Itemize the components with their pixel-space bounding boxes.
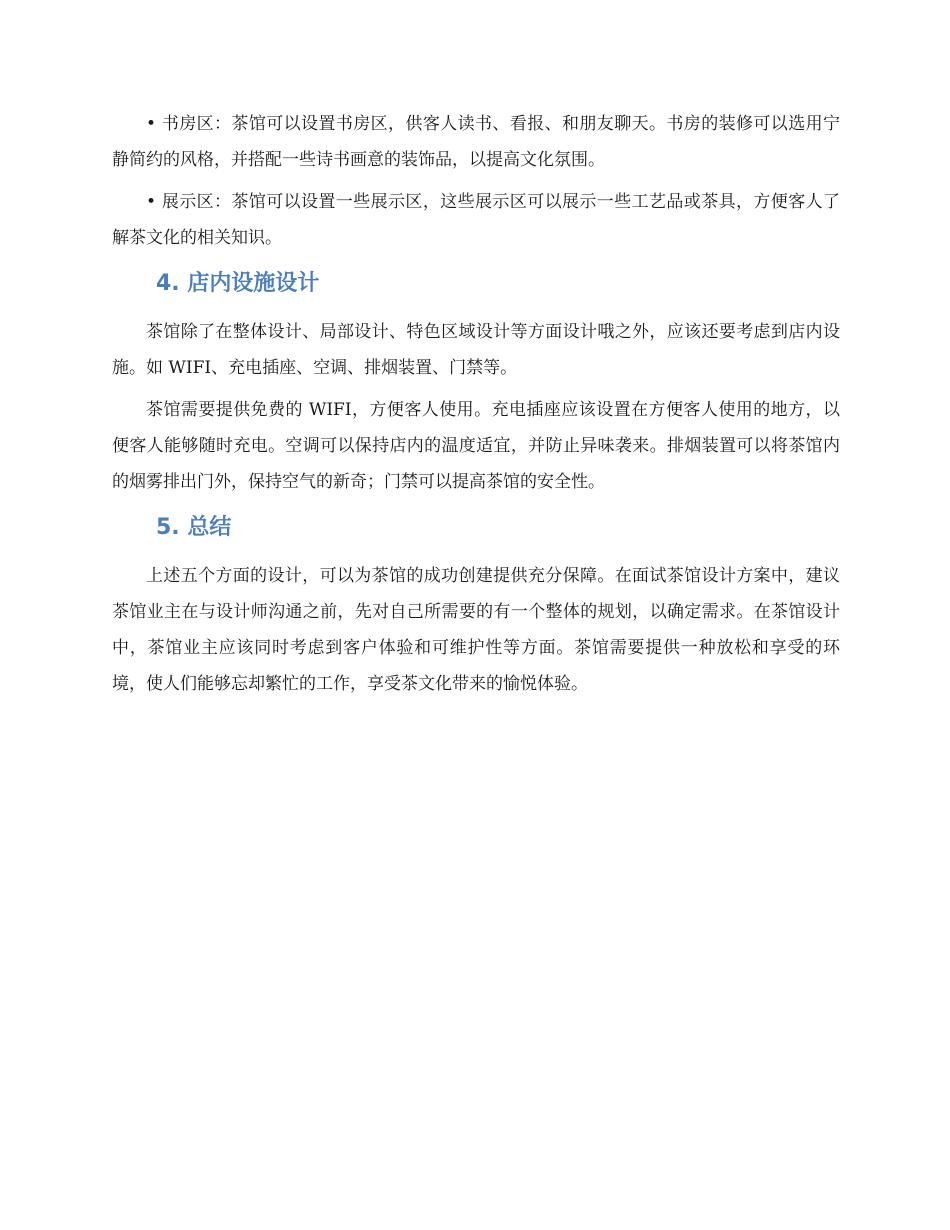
bullet-display-area: • 展示区：茶馆可以设置一些展示区，这些展示区可以展示一些工艺品或茶具，方便客人了解茶文化的相关知识。 xyxy=(112,192,840,248)
facilities-paragraph-1: 茶馆除了在整体设计、局部设计、特色区域设计等方面设计哦之外，应该还要考虑到店内设施。如 WIFI、充电插座、空调、排烟装置、门禁等。 xyxy=(112,322,840,378)
section-heading-facilities: 4. 店内设施设计 xyxy=(156,271,320,296)
bullet-study-area: • 书房区：茶馆可以设置书房区，供客人读书、看报、和朋友聊天。书房的装修可以选用宁静简约的风格，并搭配一些诗书画意的装饰品，以提高文化氛围。 xyxy=(112,114,840,170)
summary-paragraph: 上述五个方面的设计，可以为茶馆的成功创建提供充分保障。在面试茶馆设计方案中，建议茶馆业主在与设计师沟通之前，先对自己所需要的有一个整体的规划，以确定需求。在茶馆设计中，茶馆业主应该同时考虑到客户体验和可维护性等方面。茶馆需要提供一种放松和享受的环境，使人们能够忘却繁忙的工作，享受茶文化带来的愉悦体验。 xyxy=(112,566,840,694)
section-heading-summary: 5. 总结 xyxy=(156,515,232,540)
facilities-paragraph-2: 茶馆需要提供免费的 WIFI，方便客人使用。充电插座应该设置在方便客人使用的地方，以便客人能够随时充电。空调可以保持店内的温度适宜，并防止异味袭来。排烟装置可以将茶馆内的烟雾排出门外，保持空气的新奇；门禁可以提高茶馆的安全性。 xyxy=(112,400,840,492)
document-page xyxy=(112,106,840,702)
